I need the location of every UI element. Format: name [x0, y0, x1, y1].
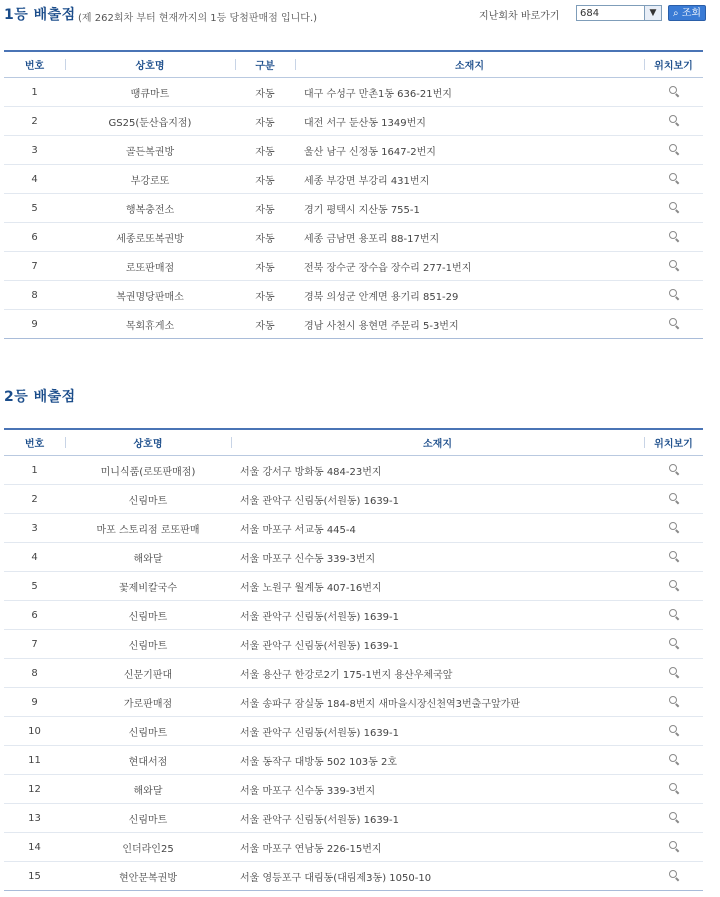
row-no: 5 [4, 194, 65, 223]
table-row [4, 688, 703, 717]
map-view-cell[interactable] [644, 107, 703, 136]
row-no: 7 [4, 252, 65, 281]
row-no: 2 [4, 107, 65, 136]
table-row [4, 746, 703, 775]
row-store-name: 땡큐마트 [65, 78, 235, 107]
table-row [4, 78, 703, 107]
row-store-name: 세종로또복권방 [65, 223, 235, 252]
row-address: 서울 관악구 신림동(서원동) 1639-1 [231, 630, 644, 659]
round-jump [479, 5, 706, 23]
row-no: 1 [4, 78, 65, 107]
table-row [4, 310, 703, 339]
row-store-name: 골든복권방 [65, 136, 235, 165]
table-row [4, 775, 703, 804]
table-row [4, 804, 703, 833]
row-store-name: 신림마트 [65, 717, 231, 746]
row-store-name: 현안문복권방 [65, 862, 231, 891]
row-address: 세종 부강면 부강리 431번지 [295, 165, 644, 194]
row-no: 2 [4, 485, 65, 514]
row-no: 1 [4, 456, 65, 485]
first-prize-header [0, 0, 720, 30]
table-row [4, 572, 703, 601]
table-row [4, 456, 703, 485]
page-title: 1등 배출점 [4, 7, 76, 23]
row-type: 자동 [235, 310, 295, 339]
table-row [4, 717, 703, 746]
magnifier-icon[interactable] [668, 463, 680, 475]
map-view-cell[interactable] [644, 514, 703, 543]
map-view-cell[interactable] [644, 456, 703, 485]
second-prize-title: 2등 배출점 [4, 389, 76, 405]
row-no: 11 [4, 746, 65, 775]
row-store-name: 복권명당판매소 [65, 281, 235, 310]
row-address: 서울 관악구 신림동(서원동) 1639-1 [231, 485, 644, 514]
row-store-name: 부강로또 [65, 165, 235, 194]
row-store-name: 인더라인25 [65, 833, 231, 862]
row-store-name: 신림마트 [65, 601, 231, 630]
magnifier-icon[interactable] [668, 637, 680, 649]
row-no: 7 [4, 630, 65, 659]
magnifier-icon[interactable] [668, 492, 680, 504]
row-address: 경기 평택시 지산동 755-1 [295, 194, 644, 223]
table-row [4, 107, 703, 136]
magnifier-icon[interactable] [668, 608, 680, 620]
col-map: 위치보기 [644, 51, 703, 78]
row-no: 14 [4, 833, 65, 862]
table-row [4, 514, 703, 543]
map-view-cell[interactable] [644, 194, 703, 223]
magnifier-icon[interactable] [668, 201, 680, 213]
row-address: 서울 마포구 신수동 339-3번지 [231, 775, 644, 804]
first-prize-table [4, 50, 703, 339]
map-view-cell[interactable] [644, 223, 703, 252]
row-address: 서울 관악구 신림동(서원동) 1639-1 [231, 601, 644, 630]
row-no: 13 [4, 804, 65, 833]
map-view-cell[interactable] [644, 630, 703, 659]
row-address: 서울 강서구 방화동 484-23번지 [231, 456, 644, 485]
magnifier-icon[interactable] [668, 753, 680, 765]
table-row [4, 165, 703, 194]
table-row [4, 281, 703, 310]
row-type: 자동 [235, 78, 295, 107]
table-row [4, 601, 703, 630]
map-view-cell[interactable] [644, 862, 703, 891]
magnifier-icon[interactable] [668, 114, 680, 126]
page-subtitle: (제 262회차 부터 현재까지의 1등 당첨판매점 입니다.) [78, 13, 318, 24]
table-row [4, 194, 703, 223]
row-address: 세종 금남면 용포리 88-17번지 [295, 223, 644, 252]
map-view-cell[interactable] [644, 281, 703, 310]
row-no: 5 [4, 572, 65, 601]
magnifier-icon[interactable] [668, 259, 680, 271]
table-header-row [4, 429, 703, 456]
row-type: 자동 [235, 223, 295, 252]
map-view-cell[interactable] [644, 78, 703, 107]
row-no: 4 [4, 543, 65, 572]
magnifier-icon[interactable] [668, 782, 680, 794]
table-row [4, 833, 703, 862]
row-type: 자동 [235, 107, 295, 136]
table-row [4, 252, 703, 281]
magnifier-icon[interactable] [668, 811, 680, 823]
row-type: 자동 [235, 165, 295, 194]
magnifier-icon[interactable] [668, 172, 680, 184]
row-store-name: 신림마트 [65, 804, 231, 833]
table-row [4, 223, 703, 252]
table-row [4, 485, 703, 514]
row-address: 대전 서구 둔산동 1349번지 [295, 107, 644, 136]
row-store-name: 목회휴게소 [65, 310, 235, 339]
map-view-cell[interactable] [644, 165, 703, 194]
search-button[interactable] [668, 5, 706, 21]
row-no: 6 [4, 223, 65, 252]
magnifier-icon[interactable] [668, 317, 680, 329]
round-jump-label: 지난회차 바로가기 [479, 11, 560, 22]
map-view-cell[interactable] [644, 804, 703, 833]
row-no: 15 [4, 862, 65, 891]
row-no: 9 [4, 310, 65, 339]
map-view-cell[interactable] [644, 136, 703, 165]
search-icon: ⌕ [672, 8, 679, 19]
table-row [4, 659, 703, 688]
table-header-row [4, 51, 703, 78]
round-select-value: 684 [580, 8, 600, 19]
row-store-name: 신림마트 [65, 630, 231, 659]
row-store-name: 해와달 [65, 775, 231, 804]
col-name: 상호명 [65, 51, 235, 78]
col-address: 소재지 [295, 51, 644, 78]
row-store-name: 미니식품(로또판매점) [65, 456, 231, 485]
row-store-name: 현대서점 [65, 746, 231, 775]
row-no: 9 [4, 688, 65, 717]
col-type: 구분 [235, 51, 295, 78]
map-view-cell[interactable] [644, 717, 703, 746]
magnifier-icon[interactable] [668, 724, 680, 736]
map-view-cell[interactable] [644, 310, 703, 339]
col-name: 상호명 [65, 429, 231, 456]
magnifier-icon[interactable] [668, 85, 680, 97]
row-store-name: 가로판매점 [65, 688, 231, 717]
row-no: 8 [4, 659, 65, 688]
row-no: 8 [4, 281, 65, 310]
magnifier-icon[interactable] [668, 288, 680, 300]
row-address: 서울 관악구 신림동(서원동) 1639-1 [231, 717, 644, 746]
row-address: 서울 관악구 신림동(서원동) 1639-1 [231, 804, 644, 833]
row-type: 자동 [235, 281, 295, 310]
magnifier-icon[interactable] [668, 666, 680, 678]
row-address: 서울 마포구 연남동 226-15번지 [231, 833, 644, 862]
map-view-cell[interactable] [644, 688, 703, 717]
row-store-name: 꽃제비칼국수 [65, 572, 231, 601]
row-address: 전북 장수군 장수읍 장수리 277-1번지 [295, 252, 644, 281]
row-no: 10 [4, 717, 65, 746]
row-no: 3 [4, 514, 65, 543]
map-view-cell[interactable] [644, 252, 703, 281]
row-address: 서울 마포구 신수동 339-3번지 [231, 543, 644, 572]
row-no: 4 [4, 165, 65, 194]
row-no: 6 [4, 601, 65, 630]
row-store-name: 신문기판대 [65, 659, 231, 688]
magnifier-icon[interactable] [668, 695, 680, 707]
row-address: 서울 노원구 월계동 407-16번지 [231, 572, 644, 601]
row-address: 경북 의성군 안계면 용기리 851-29 [295, 281, 644, 310]
second-prize-table [4, 428, 703, 891]
table-row [4, 543, 703, 572]
magnifier-icon[interactable] [668, 579, 680, 591]
map-view-cell[interactable] [644, 572, 703, 601]
row-store-name: 마포 스토리점 로또판매 [65, 514, 231, 543]
col-no: 번호 [4, 51, 65, 78]
row-store-name: 로또판매점 [65, 252, 235, 281]
row-address: 대구 수성구 만촌1동 636-21번지 [295, 78, 644, 107]
row-address: 서울 동작구 대방동 502 103동 2호 [231, 746, 644, 775]
map-view-cell[interactable] [644, 659, 703, 688]
row-address: 서울 송파구 잠실동 184-8번지 새마을시장신천역3번출구앞가판 [231, 688, 644, 717]
search-button-label: 조회 [681, 8, 702, 19]
row-type: 자동 [235, 252, 295, 281]
round-select[interactable] [576, 5, 662, 21]
row-no: 12 [4, 775, 65, 804]
table-row [4, 862, 703, 891]
map-view-cell[interactable] [644, 485, 703, 514]
map-view-cell[interactable] [644, 543, 703, 572]
magnifier-icon[interactable] [668, 230, 680, 242]
row-address: 서울 용산구 한강로2기 175-1번지 용산우체국앞 [231, 659, 644, 688]
row-address: 울산 남구 신정동 1647-2번지 [295, 136, 644, 165]
magnifier-icon[interactable] [668, 840, 680, 852]
chevron-down-icon[interactable]: ▼ [644, 6, 661, 20]
row-store-name: 해와달 [65, 543, 231, 572]
table-row [4, 136, 703, 165]
row-address: 경남 사천시 용현면 주문리 5-3번지 [295, 310, 644, 339]
magnifier-icon[interactable] [668, 143, 680, 155]
magnifier-icon[interactable] [668, 521, 680, 533]
col-no: 번호 [4, 429, 65, 456]
map-view-cell[interactable] [644, 601, 703, 630]
row-no: 3 [4, 136, 65, 165]
map-view-cell[interactable] [644, 833, 703, 862]
map-view-cell[interactable] [644, 746, 703, 775]
magnifier-icon[interactable] [668, 550, 680, 562]
row-address: 서울 영등포구 대림동(대림제3동) 1050-10 [231, 862, 644, 891]
col-map: 위치보기 [644, 429, 703, 456]
row-type: 자동 [235, 136, 295, 165]
row-store-name: GS25(둔산읍지점) [65, 107, 235, 136]
row-store-name: 행복충전소 [65, 194, 235, 223]
magnifier-icon[interactable] [668, 869, 680, 881]
map-view-cell[interactable] [644, 775, 703, 804]
row-address: 서울 마포구 서교동 445-4 [231, 514, 644, 543]
row-store-name: 신림마트 [65, 485, 231, 514]
row-type: 자동 [235, 194, 295, 223]
col-address: 소재지 [231, 429, 644, 456]
table-row [4, 630, 703, 659]
